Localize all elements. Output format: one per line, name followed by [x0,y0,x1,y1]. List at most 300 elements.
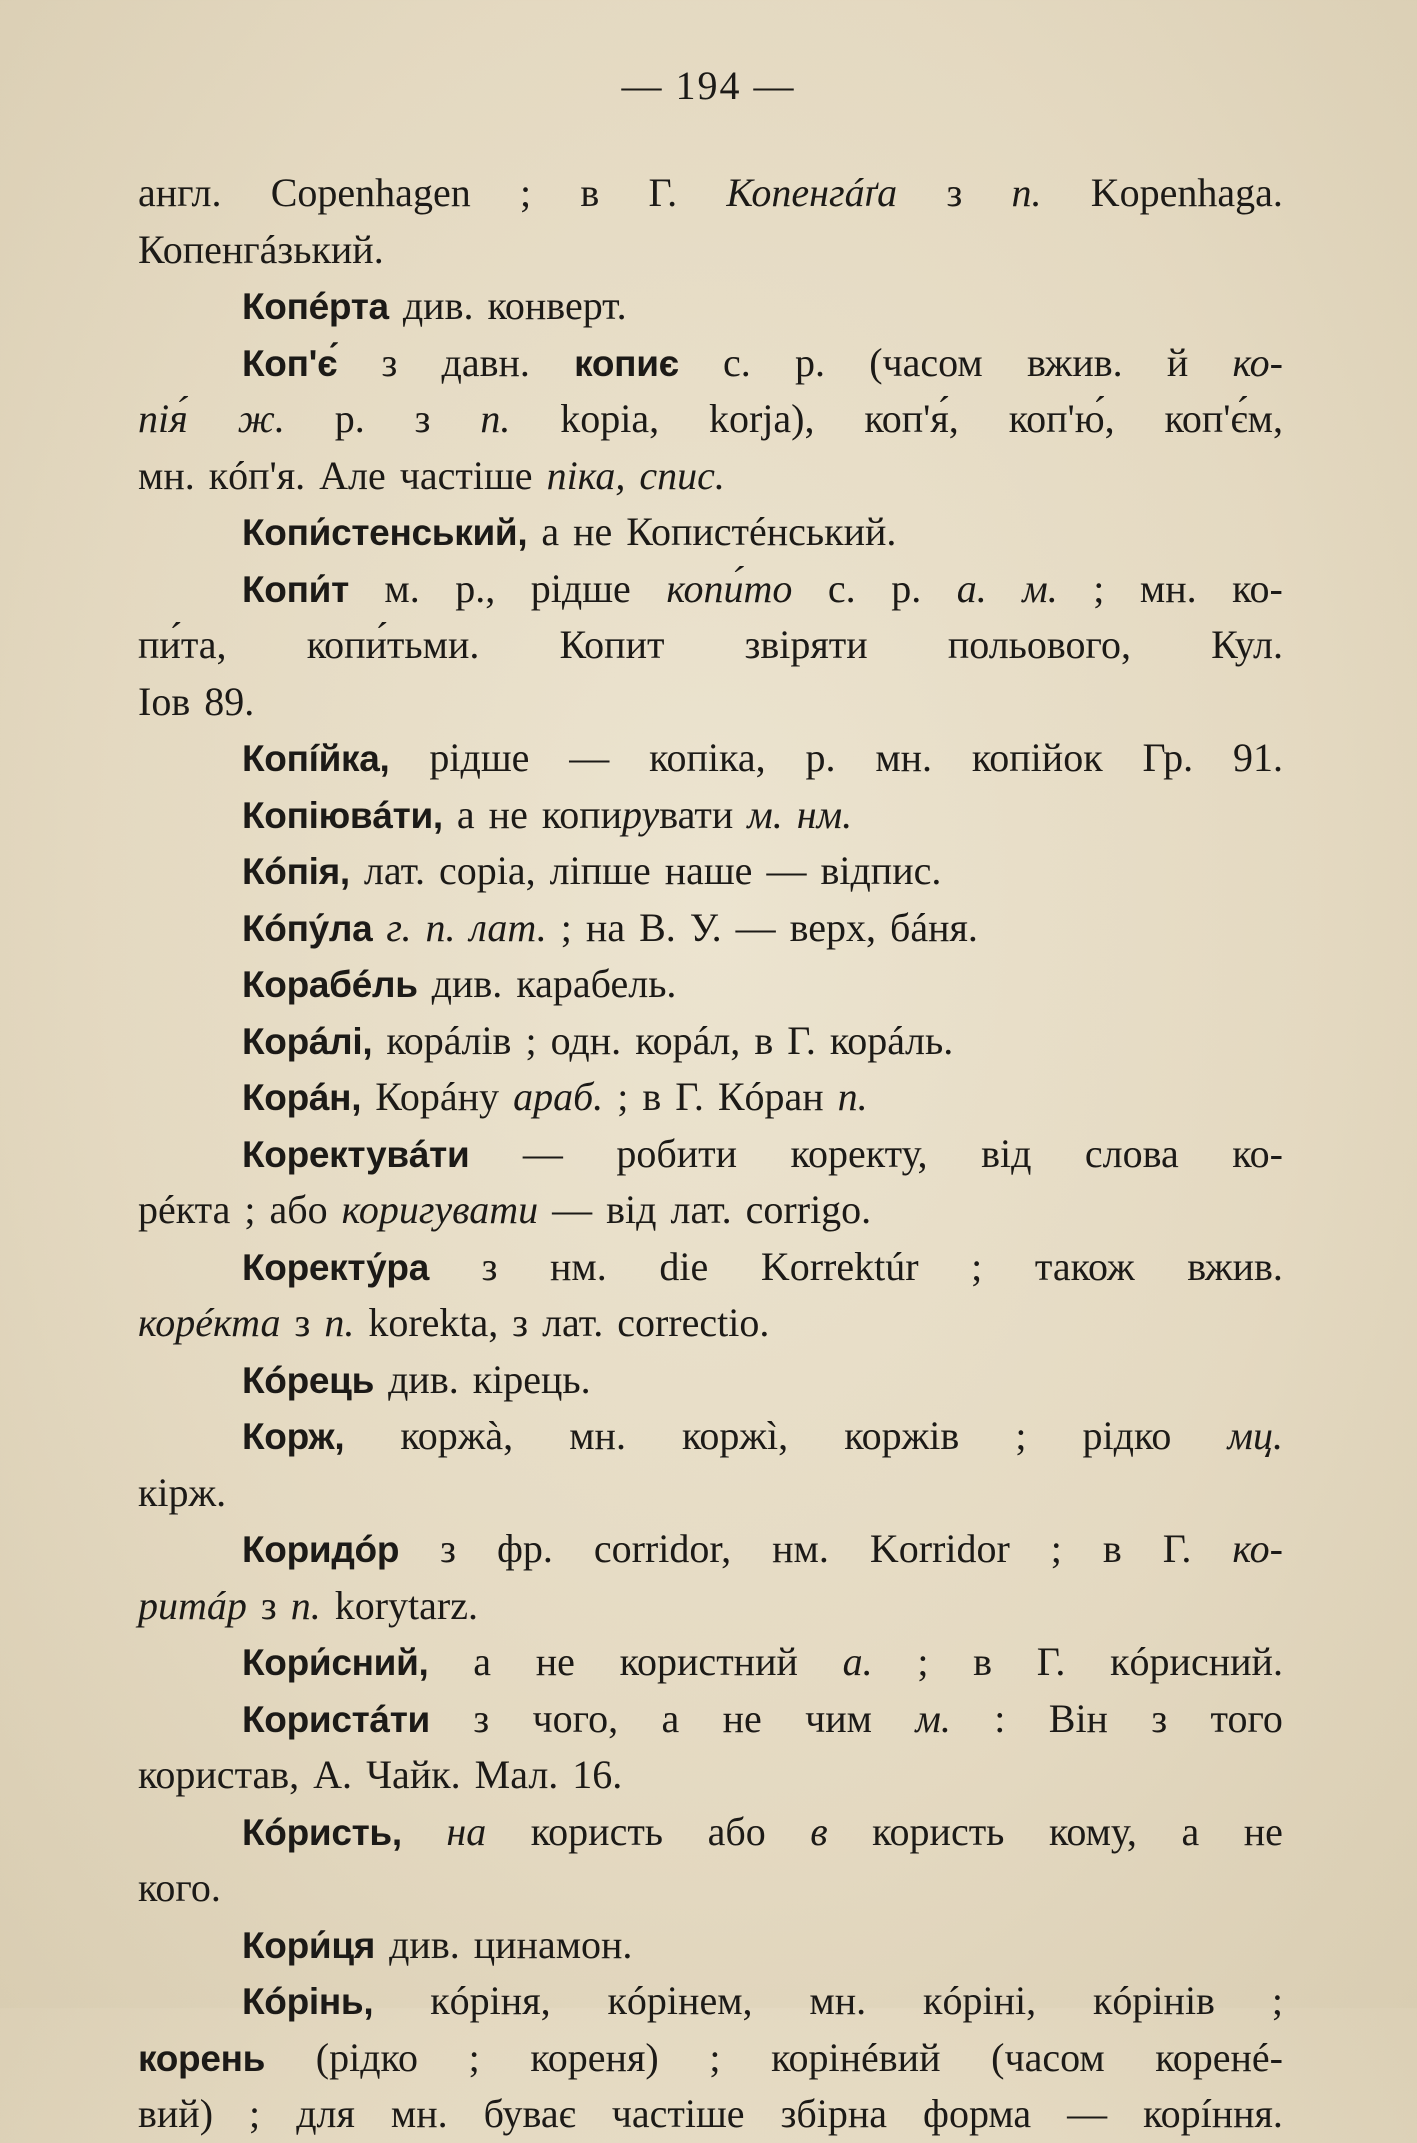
word [1037,1634,1066,1691]
word [384,561,419,618]
word-space [350,843,364,900]
word [973,1634,992,1691]
text-fragment: Мал. [474,1752,559,1797]
word [455,561,495,618]
text-fragment: (рідко [315,2034,418,2080]
text-line [138,165,1283,222]
word [869,335,983,392]
word [560,391,659,448]
word [138,1295,281,1352]
word [391,2086,448,2143]
word-space [740,1013,754,1070]
text-fragment: вий) [138,2091,214,2136]
text-fragment: correctio. [617,1300,770,1345]
text-fragment: ; [525,1017,537,1063]
headword: Копíйка, [242,738,390,779]
word-space [372,1013,386,1070]
word-space [460,1917,474,1974]
text-line [138,1973,1283,2030]
word [469,900,546,957]
text-fragment: того [1210,1695,1283,1741]
word-space [657,1182,671,1239]
word [551,1013,622,1070]
text-fragment: від [981,1130,1032,1176]
word [772,1521,829,1578]
text-line [138,1182,1283,1239]
word [525,1013,536,1070]
headword: Копéрта [242,286,389,327]
text-fragment: вжив. [1187,1243,1283,1289]
word-space [816,1013,830,1070]
headword: Коректу́ра [242,1246,429,1288]
word [805,1691,872,1748]
word-space [572,900,586,957]
page-number: — 194 — [621,63,796,108]
word-space [558,1747,572,1804]
word [242,787,443,844]
word [138,391,188,448]
word [1164,391,1283,448]
word [319,448,386,505]
text-fragment: кірж. [138,1469,227,1515]
text-fragment: а [541,509,560,554]
text-fragment: в [1102,1526,1122,1571]
text-line [138,1804,1283,1861]
text-fragment: Копит [559,622,665,667]
word [639,448,725,505]
text-fragment: ; [709,2034,721,2080]
text-fragment: наше [664,848,753,893]
word [1187,1239,1283,1296]
headword: Корж, [242,1416,345,1457]
text-fragment: з [473,1695,490,1741]
word [828,561,856,618]
text-fragment: цинамон. [473,1921,633,1967]
text-line [138,2086,1283,2143]
word [242,1408,344,1465]
word [574,335,679,392]
word [844,1408,959,1465]
text-fragment: Але [319,452,386,498]
text-line [138,787,1283,844]
word [388,1352,459,1409]
word [766,843,806,900]
word-space [621,1013,635,1070]
word [981,1126,1031,1183]
text-fragment: в [580,170,600,215]
word-space [247,1578,261,1635]
word [389,1917,460,1974]
text-fragment: див. [388,1356,459,1402]
text-fragment: 91. [1232,735,1283,780]
text-fragment: А. [313,1752,353,1797]
word [1049,1804,1137,1861]
text-fragment: верх, [789,904,876,950]
word [642,1069,661,1126]
text-line [138,1860,1283,1917]
word [474,1917,633,1974]
text-fragment: коржів [844,1413,960,1458]
word [480,391,510,448]
word [550,843,651,900]
text-fragment: die [659,1243,709,1289]
italic-text: ко- [1232,1526,1283,1571]
word [635,1013,740,1070]
text-fragment: korytarz. [334,1582,478,1628]
word [1211,1691,1283,1748]
text-fragment: Гр. [1142,735,1194,780]
word-space [704,1069,718,1126]
word [242,1917,375,1974]
word-space [625,900,639,957]
text-line [138,674,1283,731]
headword: Кóпу́ла [242,907,373,949]
word-space [528,787,542,844]
text-fragment: 16. [572,1752,623,1797]
text-line [138,391,1283,448]
word [1155,2030,1283,2087]
word-space [603,1295,617,1352]
word [536,1634,575,1691]
italic-text: п. [324,1300,355,1345]
word-space [502,956,516,1013]
text-line [138,1521,1283,1578]
text-fragment: korja), [708,396,815,441]
word-space [538,1182,552,1239]
word-space [733,787,747,844]
headword: Кóрінь, [242,1981,374,2022]
word [917,1634,928,1691]
word-space [425,843,439,900]
word [242,1634,429,1691]
word [1049,1691,1108,1748]
word [572,1747,622,1804]
italic-text: ко- [1232,339,1283,385]
word [972,730,1103,787]
word [864,391,958,448]
word [1142,730,1193,787]
word [991,2030,1105,2087]
text-fragment: не [535,1639,575,1684]
word [457,787,475,844]
word-space [537,1013,551,1070]
word [381,335,397,392]
word-space [418,956,432,1013]
text-fragment: У. [689,904,722,950]
word [516,956,676,1013]
text-fragment: (часом [991,2034,1105,2080]
word [726,165,897,222]
word-space [195,448,209,505]
word [1233,730,1283,787]
text-fragment: бáня. [889,904,978,950]
word [723,335,751,392]
text-fragment: ; [1271,1978,1283,2023]
text-fragment: кому, [1048,1808,1137,1854]
word [242,1069,361,1126]
word [1167,335,1188,392]
word [1103,1521,1122,1578]
word-space [230,1182,244,1239]
italic-text: на [446,1808,487,1854]
text-line [138,956,1283,1013]
text-fragment: коп'є́м, [1164,396,1283,441]
word [342,1182,539,1239]
text-fragment: кóріні, [923,1978,1037,2023]
word [791,1126,928,1183]
text-fragment: кóп'я. [208,452,306,498]
text-fragment: з [260,1582,277,1628]
word [261,1578,277,1635]
text-fragment: Korrektúr [760,1243,919,1289]
word-space [310,1295,324,1352]
word [573,504,612,561]
word [606,1182,656,1239]
word [242,900,372,957]
italic-text: в [810,1808,828,1854]
headword: Корáлі, [242,1020,373,1062]
text-fragment: мн. [390,2091,448,2136]
text-fragment: вати [659,791,734,837]
word [249,2086,260,2143]
text-fragment: Г. [1162,1526,1192,1571]
text-line [138,2030,1283,2087]
text-fragment: з [440,1526,456,1571]
headword: Копи́т [242,568,349,610]
word [754,1013,773,1070]
word [890,900,978,957]
word [238,391,285,448]
italic-text: ж. [237,396,285,441]
word-space [533,448,547,505]
word [520,165,531,222]
text-line [138,1126,1283,1183]
text-fragment: — [735,904,776,950]
word [484,2086,576,2143]
text-fragment: кірець. [472,1356,591,1402]
text-fragment: на [585,904,626,950]
text-fragment: ко- [1232,1130,1283,1176]
italic-text: а. [842,1639,873,1684]
word [665,843,753,900]
text-fragment: Чайк. [366,1752,461,1797]
word-space [299,1747,313,1804]
text-fragment: лат. [670,1187,732,1232]
word [400,1408,513,1465]
word [1110,1634,1283,1691]
word [482,1239,498,1296]
headword: Кóрець [242,1359,375,1401]
text-fragment: : [994,1695,1006,1741]
word [242,504,527,561]
word [531,1804,663,1861]
text-line [138,1239,1283,1296]
word [204,674,254,731]
word [138,1747,299,1804]
word [1012,165,1042,222]
text-line [138,335,1283,392]
headword: копиє [574,342,679,384]
text-fragment: а [456,791,475,837]
word [891,561,921,618]
word [316,2030,418,2087]
word-space [443,787,457,844]
word [561,900,572,957]
word-space [499,1069,513,1126]
word [1232,1521,1283,1578]
text-fragment: кого. [138,1865,221,1910]
word-space [536,843,550,900]
word [617,1069,628,1126]
word-space [722,900,736,957]
word [830,1013,953,1070]
italic-text: лат. [469,904,547,950]
text-fragment: з [481,1243,498,1289]
word [242,1804,402,1861]
text-fragment: ; [560,904,572,950]
text-fragment: робити [616,1130,738,1176]
headword: Корáн, [242,1077,362,1118]
text-fragment: р. [334,396,365,441]
text-fragment: відпис. [820,848,942,893]
word [709,2030,720,2087]
text-fragment: мн. [875,735,933,780]
text-fragment: Іов [138,678,191,724]
headword: Кóпія, [242,851,350,892]
word-space [592,1182,606,1239]
word [559,617,664,674]
text-fragment: (часом [869,339,983,385]
text-fragment: копіка, [649,735,766,780]
text-fragment: в [973,1639,993,1684]
word [541,504,559,561]
text-fragment: м. [384,565,420,611]
text-fragment: корáлів [386,1017,512,1063]
word [1244,1804,1283,1861]
word [1232,1126,1283,1183]
italic-text: мц. [1227,1413,1283,1458]
text-fragment: в [642,1074,662,1119]
word-space [411,900,425,957]
text-line [138,504,1283,561]
word [242,1352,374,1409]
text-fragment: див. [431,961,503,1006]
text-fragment: з [512,1300,529,1345]
word-space [455,900,469,957]
text-line [138,278,1283,335]
text-line [138,1013,1283,1070]
text-fragment: с. [723,339,751,385]
word [307,617,480,674]
word-space [612,504,626,561]
text-fragment: копи́тьми. [306,622,480,667]
word-space [374,1352,388,1409]
word [617,1295,769,1352]
text-fragment: коп'ю́, [1008,396,1115,441]
word [242,1691,430,1748]
text-fragment: — [522,1130,563,1176]
word [957,561,987,618]
word [242,843,350,900]
italic-text: а. [956,565,987,611]
word-space [559,504,573,561]
word [723,1691,762,1748]
text-fragment: частіше [611,2091,745,2136]
text-fragment: мн. [809,1978,867,2023]
word [386,1013,511,1070]
text-line [138,1691,1283,1748]
text-fragment: також [1034,1243,1135,1289]
text-fragment: див. [402,283,474,328]
text-fragment: буває [483,2091,576,2136]
text-fragment: одн. [550,1017,622,1063]
word [746,1182,872,1239]
word [446,1804,486,1861]
word [747,787,783,844]
text-fragment: чого, [532,1695,619,1741]
word-space [661,1069,675,1126]
word [296,2086,355,2143]
word [469,2030,480,2087]
text-fragment: р. [805,735,836,780]
italic-text: корéкта [138,1300,281,1345]
text-line [138,1747,1283,1804]
text-fragment: ; [244,1187,256,1232]
word [489,787,528,844]
word [368,1295,498,1352]
text-fragment: р. [795,339,826,385]
text-line [138,561,1283,618]
word [1085,1126,1179,1183]
italic-text: Копенгáґа [726,170,898,215]
word [795,335,825,392]
text-fragment: користь [872,1808,1005,1854]
word [138,617,227,674]
italic-text: п. [1011,170,1042,215]
italic-text: п. [425,904,456,950]
word-space [375,1917,389,1974]
word [971,1239,982,1296]
text-fragment: звіряти [744,622,868,667]
text-fragment: користь [530,1808,664,1854]
word [690,900,722,957]
word [843,1634,873,1691]
text-fragment: — [569,735,610,780]
italic-text: ру [622,791,660,837]
text-fragment: ; [917,1639,929,1684]
word-space [361,1069,375,1126]
text-fragment: Г. [648,170,678,215]
word [473,1634,491,1691]
word [324,1295,354,1352]
word [244,1182,255,1239]
word-space [386,448,400,505]
word [547,448,626,505]
word [607,1973,752,2030]
text-fragment: 89. [204,678,255,724]
word-space [190,674,204,731]
text-fragment: нм. [772,1526,829,1571]
word [403,278,474,335]
italic-text: піка, [546,452,626,498]
italic-text: п. [290,1582,321,1628]
text-line [138,1408,1283,1465]
headword: Користáти [242,1698,430,1740]
word [875,730,932,787]
text-fragment: кóрінем, [607,1978,753,2023]
text-fragment: фр. [496,1526,553,1571]
text-fragment: ; [617,1074,629,1119]
